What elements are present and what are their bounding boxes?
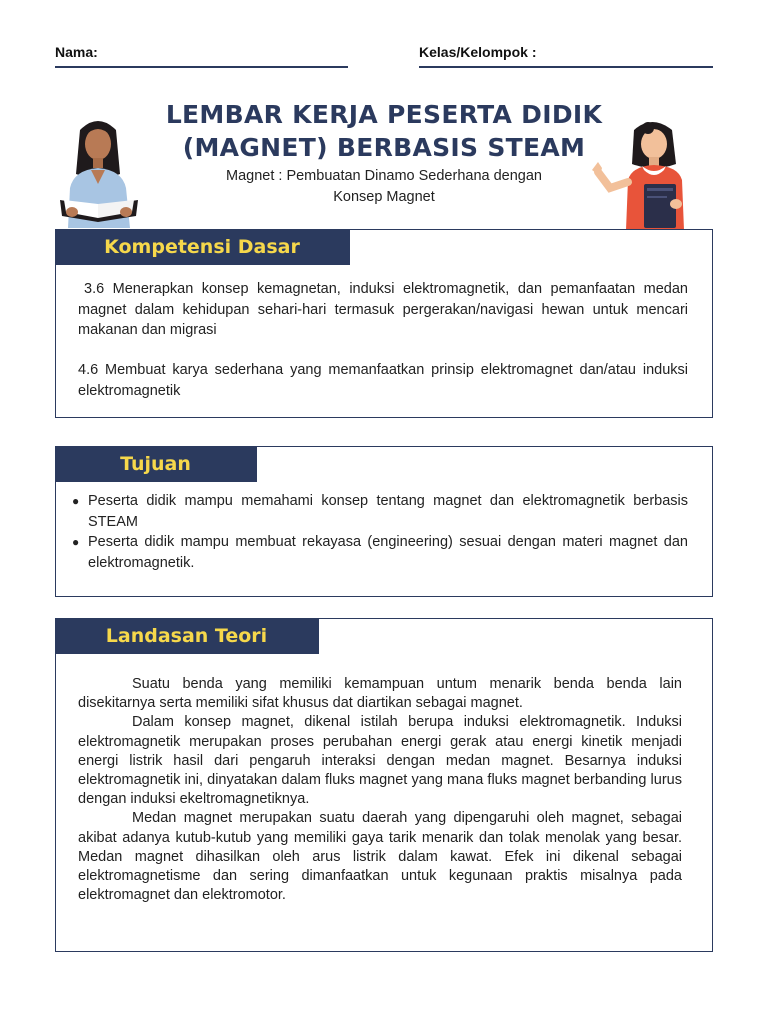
tujuan-heading: Tujuan <box>55 446 257 482</box>
class-line[interactable] <box>419 66 713 68</box>
landasan-teori-body <box>78 675 682 905</box>
tujuan-list <box>72 491 688 573</box>
landasan-paragraph: Dalam konsep magnet, dikenal istilah berupa induksi elektromagnetik. Induksi elektromagnetik merupakan proses perubahan energi gerak atau energi kinetik menjadi energi listrik hasil dari pengaruh interaksi dengan medan magnet. Besarnya induksi elektromagnetik ini, dinyatakan dalam fluks magnet yang mana fluks magnet berbanding lurus dengan induksi ekeltromagnetiknya. <box>78 714 682 808</box>
title-line-2: (MAGNET) BERBASIS STEAM <box>182 133 586 162</box>
kompetensi-item-4-6: 4.6 Membuat karya sederhana yang memanfaatkan prinsip elektromagnet dan/atau induksi elektromagnetik <box>78 362 688 399</box>
list-item <box>72 532 688 573</box>
kompetensi-item-3-6: 3.6 Menerapkan konsep kemagnetan, induksi elektromagnetik, dan pemanfaatan medan magnet dalam kehidupan sehari-hari termasuk pergerakan/navigasi hewan untuk mencari makanan dan migrasi <box>78 281 688 338</box>
landasan-paragraph: Medan magnet merupakan suatu daerah yang dipengaruhi oleh magnet, sebagai akibat adanya kutub-kutub yang memiliki gaya tarik menarik dan tolak menolak yang besar. Medan magnet dihasilkan oleh arus listrik dalam kawat. Efek ini dikenal sebagai elektromagnetisme dan sering dimanfaatkan untuk kegunaan praktis misalnya pada elektromagnet dan elektromotor. <box>78 810 682 904</box>
landasan-teori-section <box>55 618 713 952</box>
subtitle-line-2: Konsep Magnet <box>333 189 435 205</box>
title-line-1: LEMBAR KERJA PESERTA DIDIK <box>165 100 603 129</box>
tujuan-item-text: Peserta didik mampu membuat rekayasa (engineering) sesuai dengan materi magnet dan elektromagnetik. <box>88 534 688 571</box>
page-subtitle <box>170 166 598 208</box>
tujuan-section <box>55 446 713 597</box>
list-item <box>72 491 688 532</box>
name-line[interactable] <box>55 66 348 68</box>
name-label: Nama: <box>55 44 98 60</box>
kompetensi-dasar-section <box>55 229 713 418</box>
landasan-teori-heading: Landasan Teori <box>55 618 319 654</box>
subtitle-line-1: Magnet : Pembuatan Dinamo Sederhana dengan <box>226 168 542 184</box>
landasan-paragraph: Suatu benda yang memiliki kemampuan untum menarik benda benda lain disekitarnya serta memiliki sifat khusus dat diartikan sebagai magnet. <box>78 676 682 712</box>
bullet-icon: ● <box>72 535 80 549</box>
page-title <box>120 98 648 164</box>
bullet-icon: ● <box>72 494 80 508</box>
kompetensi-dasar-heading: Kompetensi Dasar <box>55 229 350 265</box>
class-label: Kelas/Kelompok : <box>419 44 537 60</box>
tujuan-item-text: Peserta didik mampu memahami konsep tentang magnet dan elektromagnetik berbasis STEAM <box>88 493 688 530</box>
woman-waving-holding-book-icon <box>590 118 696 230</box>
